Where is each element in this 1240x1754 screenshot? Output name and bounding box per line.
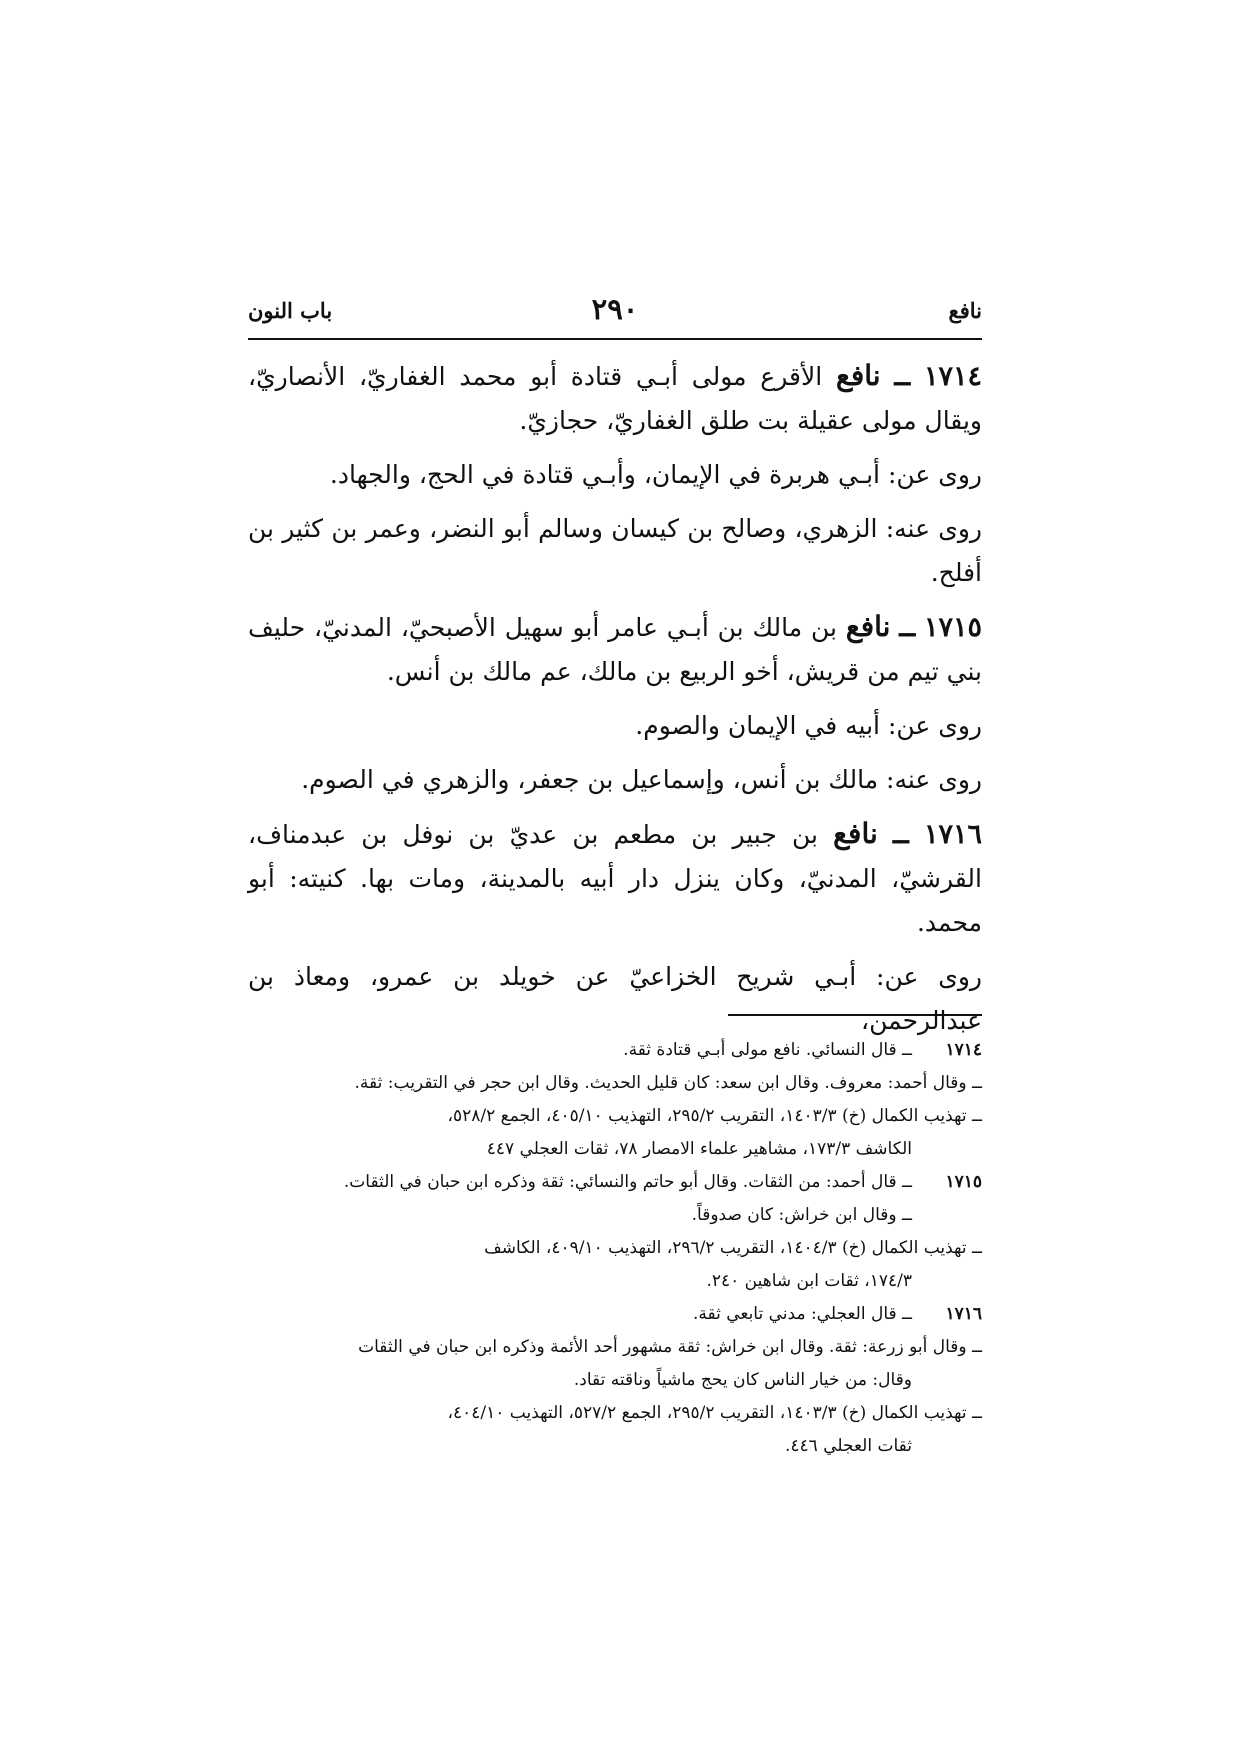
footnote-first-line: ــ قال العجلي: مدني تابعي ثقة. (692, 1304, 912, 1324)
entry-number: ١٧١٤ (923, 361, 982, 392)
footnote-first-line: ــ قال النسائي. نافع مولى أبـي قتادة ثقة. (623, 1040, 912, 1060)
header-chapter-title: باب النون (248, 298, 333, 323)
entry-1715-heading (248, 605, 982, 694)
entry-1715-narrated-by: روى عنه: مالك بن أنس، وإسماعيل بن جعفر، والزهري في الصوم. (301, 765, 982, 794)
entry-1714-heading (248, 354, 982, 443)
entry-1714-narrated-by: روى عنه: الزهري، وصالح بن كيسان وسالم أبو النضر، وعمر بن كثير بن أفلح. (248, 514, 982, 587)
footnote-1716 (248, 1298, 982, 1331)
footnote-number: ١٧١٥ (945, 1172, 982, 1192)
footnote-line: وقال: من خيار الناس كان يحج ماشياً وناقته تقاد. (573, 1370, 912, 1390)
footnote-line: ثقات العجلي ٤٤٦. (784, 1436, 912, 1456)
footnote-line: ــ وقال أبو زرعة: ثقة. وقال ابن خراش: ثقة مشهور أحد الأئمة وذكره ابن حبان في الثقات (358, 1337, 982, 1357)
footnote-first-line: ــ قال أحمد: من الثقات. وقال أبو حاتم والنسائي: ثقة وذكره ابن حبان في الثقات. (343, 1172, 912, 1192)
footnote-number: ١٧١٤ (945, 1040, 982, 1060)
entry-1715-narrated-from: روى عن: أبيه في الإيمان والصوم. (635, 711, 982, 740)
footnote-line: ١٧٤/٣، ثقات ابن شاهين ٢٤٠. (706, 1271, 912, 1291)
entry-dash: ــ (892, 819, 909, 850)
entry-1716-narrated-from: روى عن: أبـي شريح الخزاعيّ عن خويلد بن عمرو، ومعاذ بن عبدالرحمن، (248, 962, 982, 1035)
entry-description: الأقرع مولى أبـي قتادة أبو محمد الغفاريّ، الأنصاريّ، ويقال مولى عقيلة بت طلق الغفاريّ، حجازيّ. (248, 362, 982, 435)
footnote-line: ــ تهذيب الكمال (خ) ١٤٠٣/٣، التقريب ٢٩٥/٢، الجمع ٥٢٧/٢، التهذيب ٤٠٤/١٠، (447, 1403, 982, 1423)
entry-1716-heading (248, 812, 982, 945)
entry-number: ١٧١٥ (923, 612, 982, 643)
entry-name: نافع (845, 610, 891, 643)
footnote-line: ــ وقال ابن خراش: كان صدوقاً. (691, 1205, 912, 1225)
footnote-number: ١٧١٦ (945, 1304, 982, 1324)
entry-name: نافع (835, 359, 881, 392)
footnotes (248, 1034, 982, 1463)
header-entry-word: نافع (948, 298, 982, 323)
footnote-line: ــ وقال أحمد: معروف. وقال ابن سعد: كان قليل الحديث. وقال ابن حجر في التقريب: ثقة. (354, 1073, 982, 1093)
header-rule (248, 338, 982, 340)
main-text (248, 354, 982, 1053)
entry-1714-narrated-from: روى عن: أبـي هربرة في الإيمان، وأبـي قتادة في الحج، والجهاد. (329, 460, 982, 489)
entry-name: نافع (833, 817, 878, 850)
running-header (248, 292, 982, 332)
footnote-separator (728, 1014, 982, 1016)
entry-description: بن مالك بن أبـي عامر أبو سهيل الأصبحيّ، المدنيّ، حليف بني تيم من قريش، أخو الربيع بن مالك، عم مالك بن أنس. (248, 613, 982, 686)
entry-description: بن جبير بن مطعم بن عديّ بن نوفل بن عبدمناف، القرشيّ، المدنيّ، وكان ينزل دار أبيه بالمدينة، ومات بها. كنيته: أبو محمد. (248, 820, 982, 937)
footnote-line: ــ تهذيب الكمال (خ) ١٤٠٤/٣، التقريب ٢٩٦/٢، التهذيب ٤٠٩/١٠، الكاشف (484, 1238, 982, 1258)
footnote-1714 (248, 1034, 982, 1067)
entry-dash: ــ (899, 612, 916, 643)
page-number: ٢٩٠ (591, 292, 639, 326)
footnote-1715 (248, 1166, 982, 1199)
footnote-line: الكاشف ١٧٣/٣، مشاهير علماء الامصار ٧٨، ثقات العجلي ٤٤٧ (486, 1139, 912, 1159)
entry-number: ١٧١٦ (923, 819, 982, 850)
entry-dash: ــ (894, 361, 911, 392)
footnote-line: ــ تهذيب الكمال (خ) ١٤٠٣/٣، التقريب ٢٩٥/٢، التهذيب ٤٠٥/١٠، الجمع ٥٢٨/٢، (447, 1106, 982, 1126)
